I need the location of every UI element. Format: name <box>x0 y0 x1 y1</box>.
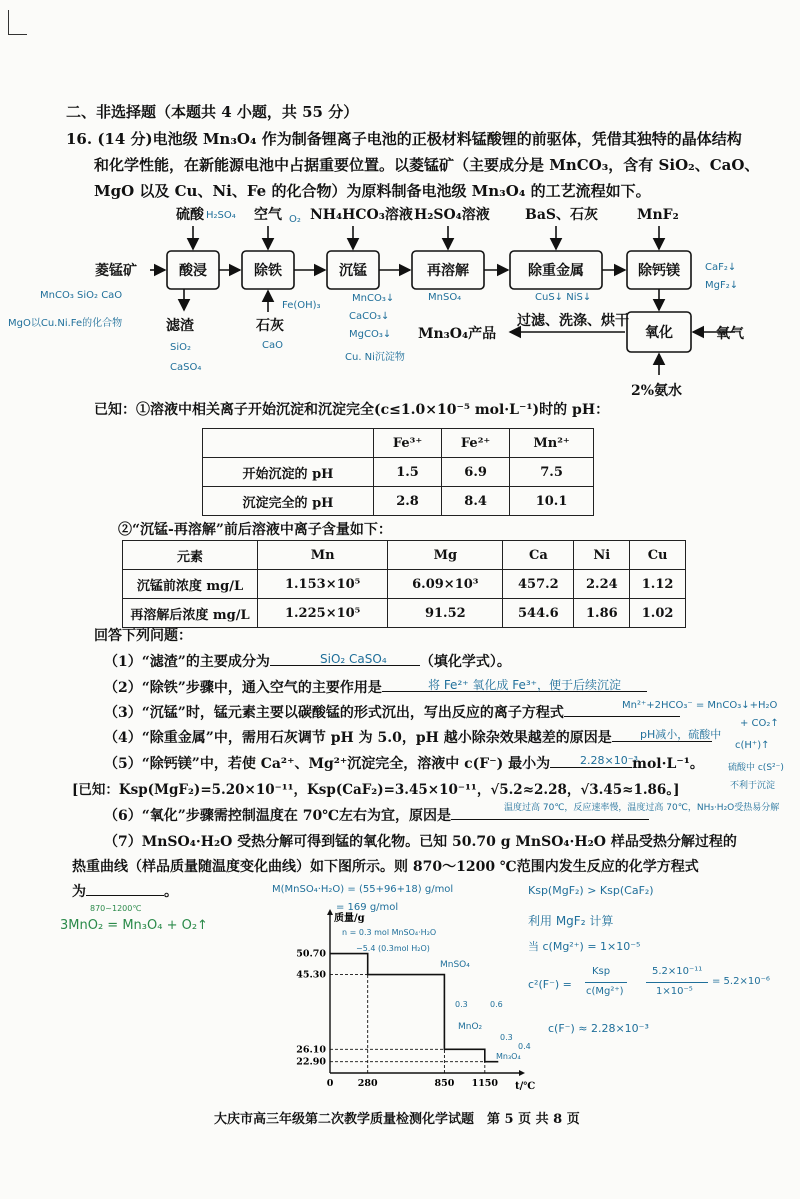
y-axis-arrow <box>327 909 333 915</box>
hand-chart-note-7: 0.3 <box>500 1033 513 1042</box>
answer-blank-7[interactable] <box>86 895 164 896</box>
hand-answer-5s2: 不利于沉淀 <box>730 781 776 791</box>
hand-chart-note-9: Mn₃O₄ <box>496 1052 521 1061</box>
reagent-1: 空气 <box>254 207 282 223</box>
question-5: （5）“除钙镁”中，若使 Ca²⁺、Mg²⁺沉淀完全，溶液中 c(F⁻) 最小为 mol·L⁻¹。 <box>104 756 704 772</box>
reagent-5: MnF₂ <box>637 207 679 223</box>
hand-chart-note-6: MnO₂ <box>458 1022 483 1032</box>
answer-blank-5[interactable] <box>550 767 632 768</box>
known-1: 已知：①溶液中相关离子开始沉淀和沉淀完全(c≤1.0×10⁻⁵ mol·L⁻¹)时的 pH： <box>94 402 610 418</box>
filter-step-label: 过滤、洗涤、烘干 <box>517 313 629 329</box>
hand-chart-note-4: 0.3 <box>455 1000 468 1009</box>
hand-ore-1: MnCO₃ SiO₂ CaO <box>40 290 123 301</box>
y-tick-label: 26.10 <box>296 1044 326 1056</box>
hand-answer-3b: + CO₂↑ <box>740 718 779 729</box>
page-footer: 大庆市高三年级第二次教学质量检测化学试题 第 5 页 共 8 页 <box>214 1112 580 1127</box>
hand-mn-1: MnCO₃↓ <box>352 293 395 304</box>
section-title: 二、非选择题（本题共 4 小题，共 55 分） <box>66 103 359 121</box>
step-label-5: 除钙镁 <box>638 263 680 279</box>
fraction-bar-1 <box>585 982 627 983</box>
question-7c: 为 。 <box>72 884 178 900</box>
hand-ksp-4a: c²(F⁻) = <box>528 978 572 991</box>
hand-ca-2: MgF₂↓ <box>705 280 739 291</box>
process-flow-diagram <box>0 200 800 405</box>
hand-ksp-4f: = 5.2×10⁻⁶ <box>712 976 770 987</box>
hand-ca-1: CaF₂↓ <box>705 262 737 273</box>
step-label-0: 酸浸 <box>179 263 207 279</box>
hand-ksp-4b: Ksp <box>592 966 611 977</box>
hand-acid: H₂SO₄ <box>206 210 236 221</box>
oxygen-label: 氧气 <box>716 326 744 342</box>
hand-ore-2: MgO以Cu.Ni.Fe的化合物 <box>8 318 123 329</box>
q16-intro-1: 16. (14 分)电池级 Mn₃O₄ 作为制备锂离子电池的正极材料锰酸锂的前驱体，凭借其独特的晶体结构 <box>66 130 742 148</box>
reagent-4: BaS、石灰 <box>525 207 599 223</box>
hand-redissolve: MnSO₄ <box>428 292 462 303</box>
known-2: ②“沉锰-再溶解”前后溶液中离子含量如下： <box>118 522 392 538</box>
hand-mn-4: Cu. Ni沉淀物 <box>345 352 405 363</box>
question-1: （1）“滤渣”的主要成分为 （填化学式）。 <box>104 654 511 670</box>
hand-answer-1: SiO₂ CaSO₄ <box>320 652 387 666</box>
question-3: （3）“沉锰”时，锰元素主要以碳酸锰的形式沉出，写出反应的离子方程式 <box>104 705 680 722</box>
hand-chart-note-2: −5.4 (0.3mol H₂O) <box>356 944 430 953</box>
hand-chart-note-3: MnSO₄ <box>440 960 470 970</box>
step-label-2: 沉锰 <box>339 263 367 279</box>
question-2: （2）“除铁”步骤中，通入空气的主要作用是 <box>104 680 647 697</box>
step-label-4: 除重金属 <box>528 263 584 279</box>
hand-answer-5: 2.28×10⁻³ <box>580 754 638 767</box>
question-4: （4）“除重金属”中，需用石灰调节 pH 为 5.0，pH 越小除杂效果越差的原因是 <box>104 730 712 747</box>
question-7b: 热重曲线（样品质量随温度变化曲线）如下图所示。则 870～1200 ℃范围内发生反应的化学方程式 <box>72 859 699 875</box>
hand-answer-7: 3MnO₂ = Mn₃O₄ + O₂↑ <box>60 918 208 933</box>
hand-mn-3: MgCO₃↓ <box>349 329 392 340</box>
corner-mark <box>8 10 27 35</box>
x-tick-label: 1150 <box>471 1078 499 1089</box>
hand-fe: Fe(OH)₃ <box>282 300 321 311</box>
hand-answer-4b: c(H⁺)↑ <box>735 740 770 751</box>
hand-answer-7-condition: 870~1200℃ <box>90 904 142 913</box>
hand-ksp-4d: 5.2×10⁻¹¹ <box>652 966 703 977</box>
hand-residue-2: CaSO₄ <box>170 362 202 373</box>
hand-chart-note-1: n = 0.3 mol MnSO₄·H₂O <box>342 928 437 937</box>
product-label: Mn₃O₄产品 <box>418 326 497 342</box>
hand-ksp-4e: 1×10⁻⁵ <box>656 986 693 997</box>
table-row: Fe³⁺ Fe²⁺ Mn²⁺ <box>203 429 594 458</box>
step-label-3: 再溶解 <box>427 263 469 279</box>
table-row: 沉淀完全的 pH 2.8 8.4 10.1 <box>203 487 594 516</box>
question-6: （6）“氧化”步骤需控制温度在 70℃左右为宜，原因是 <box>104 808 649 825</box>
x-tick-label: 280 <box>357 1078 378 1089</box>
hand-ksp-5: c(F⁻) ≈ 2.28×10⁻³ <box>548 1022 649 1035</box>
table-ph <box>202 428 594 516</box>
residue-label: 滤渣 <box>166 318 194 334</box>
hand-molar-mass-1: M(MnSO₄·H₂O) = (55+96+18) g/mol <box>272 884 454 895</box>
table-row: 沉锰前浓度 mg/L 1.153×10⁵ 6.09×10³ 457.2 2.24 1.12 <box>123 570 686 599</box>
answer-prompt: 回答下列问题： <box>94 628 192 644</box>
hand-ksp-4c: c(Mg²⁺) <box>586 986 624 997</box>
x-tick-label: 0 <box>326 1078 334 1089</box>
ammonia-label: 2%氨水 <box>631 383 683 399</box>
step-label-6: 氧化 <box>645 325 673 341</box>
q16-intro-2: 和化学性能，在新能源电池中占据重要位置。以菱锰矿（主要成分是 MnCO₃，含有 SiO₂、CaO、 <box>94 156 760 174</box>
hand-ksp-2: 利用 MgF₂ 计算 <box>528 914 614 928</box>
hand-ksp-1: Ksp(MgF₂) > Ksp(CaF₂) <box>528 884 654 897</box>
x-axis-label: t/℃ <box>515 1081 536 1092</box>
reagent-0: 硫酸 <box>176 207 204 223</box>
table-row: 再溶解后浓度 mg/L 1.225×10⁵ 91.52 544.6 1.86 1.02 <box>123 599 686 628</box>
reagent-2: NH₄HCO₃溶液 <box>310 207 413 223</box>
hand-chart-note-8: 0.4 <box>518 1042 531 1051</box>
y-tick-label: 45.30 <box>296 969 326 981</box>
table-ion-content <box>122 540 686 628</box>
table-row: 元素 Mn Mg Ca Ni Cu <box>123 541 686 570</box>
hand-heavy: CuS↓ NiS↓ <box>535 292 592 303</box>
table-row: 开始沉淀的 pH 1.5 6.9 7.5 <box>203 458 594 487</box>
y-axis-label: 质量/g <box>334 913 365 924</box>
reagent-3: H₂SO₄溶液 <box>414 207 490 223</box>
step-label-1: 除铁 <box>254 263 282 279</box>
hand-chart-note-5: 0.6 <box>490 1000 503 1009</box>
hand-lime: CaO <box>262 340 283 351</box>
hand-answer-5s1: 硫酸中 c(S²⁻) <box>728 763 784 773</box>
hand-molar-mass-2: = 169 g/mol <box>336 902 399 913</box>
y-tick-label: 22.90 <box>296 1056 326 1068</box>
hand-mn-2: CaCO₃↓ <box>349 311 390 322</box>
question-5-known: [已知：Ksp(MgF₂)=5.20×10⁻¹¹，Ksp(CaF₂)=3.45×10⁻¹¹，√5.2≈2.28，√3.45≈1.86。] <box>72 782 680 798</box>
hand-answer-4a: pH减小，硫酸中 <box>640 728 722 741</box>
hand-ksp-3: 当 c(Mg²⁺) = 1×10⁻⁵ <box>528 940 641 953</box>
hand-answer-3: Mn²⁺+2HCO₃⁻ = MnCO₃↓+H₂O <box>622 700 778 711</box>
hand-residue-1: SiO₂ <box>170 342 192 353</box>
y-tick-label: 50.70 <box>296 948 326 960</box>
series-line <box>330 954 498 1062</box>
x-tick-label: 850 <box>434 1078 455 1089</box>
lime-label: 石灰 <box>256 318 284 334</box>
answer-blank-6[interactable] <box>451 819 649 820</box>
hand-answer-2: 将 Fe²⁺ 氧化成 Fe³⁺，便于后续沉淀 <box>428 678 621 692</box>
fraction-bar-2 <box>646 982 708 983</box>
hand-air: O₂ <box>289 214 301 225</box>
question-7a: （7）MnSO₄·H₂O 受热分解可得到锰的氧化物。已知 50.70 g MnSO₄·H₂O 样品受热分解过程的 <box>104 834 737 850</box>
q16-intro-3: MgO 以及 Cu、Ni、Fe 的化合物）为原料制备电池级 Mn₃O₄ 的工艺流程如下。 <box>94 182 651 200</box>
answer-blank-3[interactable] <box>564 716 680 717</box>
hand-answer-6: 温度过高 70℃，反应速率慢，温度过高 70℃，NH₃·H₂O受热易分解 <box>504 803 780 813</box>
x-axis-arrow <box>519 1070 525 1076</box>
feed-label: 菱锰矿 <box>95 263 137 279</box>
